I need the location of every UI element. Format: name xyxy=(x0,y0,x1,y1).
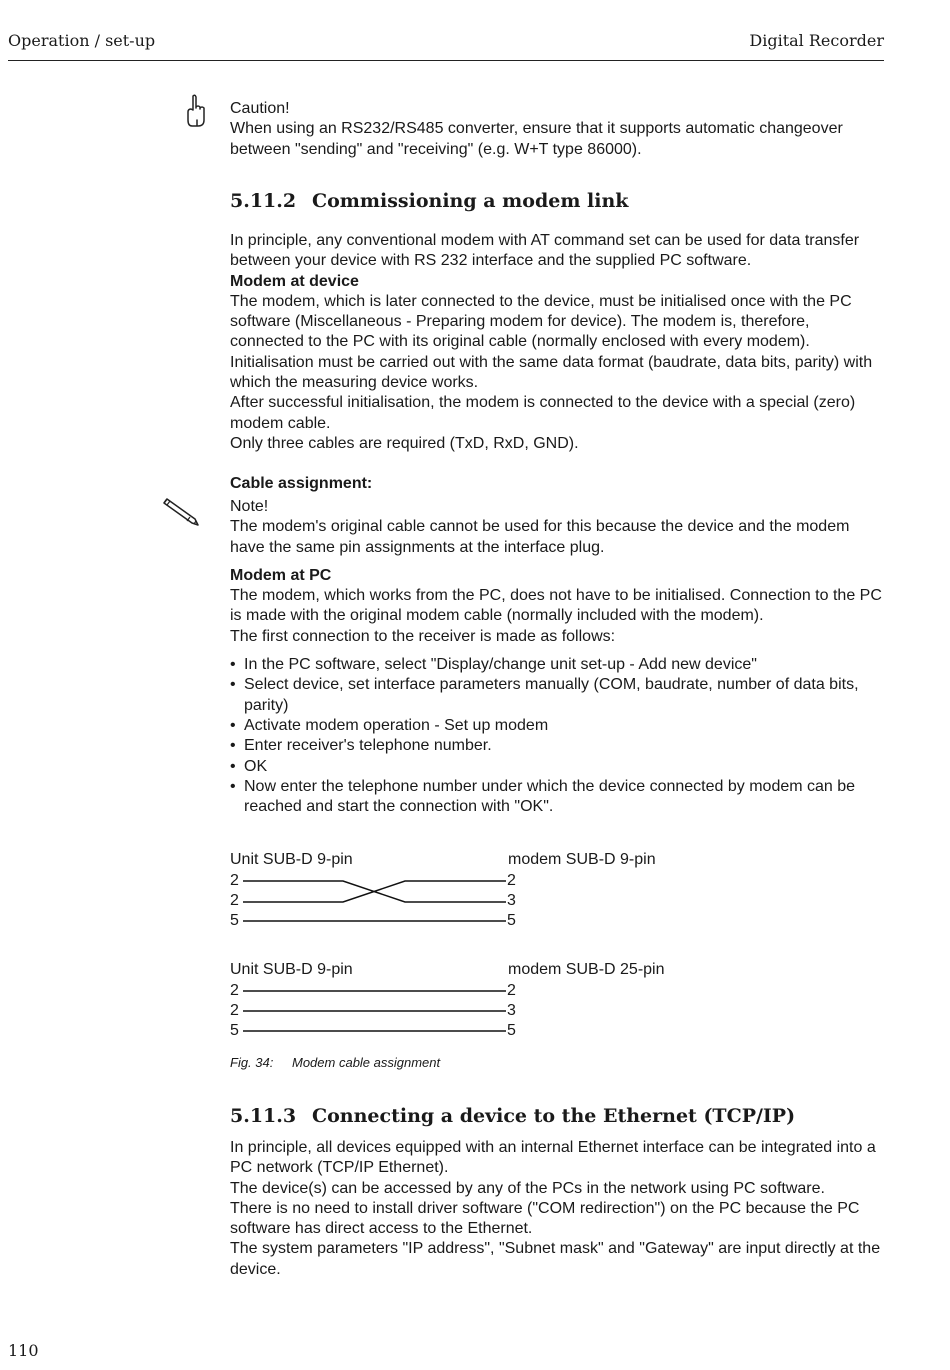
caption-label: Fig. 34: xyxy=(230,1055,274,1070)
modem-device-heading: Modem at device xyxy=(230,272,359,290)
right-pin-label: 5 xyxy=(507,912,516,929)
cable-diagram-25pin xyxy=(230,960,690,1042)
right-pin-label: 3 xyxy=(507,892,516,909)
page-number: 110 xyxy=(8,1341,39,1360)
section-heading xyxy=(230,1104,886,1128)
list-item: • OK xyxy=(230,757,886,777)
left-pin-label: 5 xyxy=(230,912,239,929)
right-pin-label: 2 xyxy=(507,982,516,999)
section-number: 5.11.2 xyxy=(230,190,297,212)
modem-pc-paragraph: The first connection to the receiver is made as follows: xyxy=(230,627,616,645)
list-item: • Activate modem operation - Set up modem xyxy=(230,716,886,736)
wire-rxd-cross xyxy=(243,881,506,902)
list-item: • Now enter the telephone number under which the device connected by modem can be reached and start the connection with "OK". xyxy=(230,777,886,818)
caution-text: When using an RS232/RS485 converter, ensure that it supports automatic changeover between "sending" and "receiving" (e.g. W+T type 86000). xyxy=(230,120,843,158)
left-pin-label: 2 xyxy=(230,872,239,889)
right-pin-label: 3 xyxy=(507,1002,516,1019)
section-number: 5.11.3 xyxy=(230,1105,297,1127)
section-title: Connecting a device to the Ethernet (TCP/IP) xyxy=(312,1105,796,1127)
cable-assignment-heading: Cable assignment: xyxy=(230,475,373,493)
header-document-title: Digital Recorder xyxy=(749,31,884,50)
right-connector-title: modem SUB-D 25-pin xyxy=(508,961,665,978)
list-item: • Enter receiver's telephone number. xyxy=(230,736,886,756)
left-pin-label: 2 xyxy=(230,1002,239,1019)
modem-pc-heading: Modem at PC xyxy=(230,566,332,584)
right-pin-label: 5 xyxy=(507,1022,516,1039)
right-connector-title: modem SUB-D 9-pin xyxy=(508,851,656,868)
left-pin-label: 5 xyxy=(230,1022,239,1039)
ethernet-paragraph: In principle, all devices equipped with an internal Ethernet interface can be integrated into a PC network (TCP/IP Ethernet). xyxy=(230,1139,876,1177)
modem-device-paragraph: The modem, which is later connected to the device, must be initialised once with the PC software (Miscellaneous - Preparing modem for device). The modem is, therefore, connected to the PC with its original cable (normally enclosed with every modem). xyxy=(230,292,852,351)
left-connector-title: Unit SUB-D 9-pin xyxy=(230,961,353,978)
note-title: Note! xyxy=(230,498,269,515)
section-title: Commissioning a modem link xyxy=(312,190,629,212)
intro-paragraph: In principle, any conventional modem with AT command set can be used for data transfer between your device with RS 232 interface and the supplied PC software. xyxy=(230,232,860,270)
header-section-title: Operation / set-up xyxy=(8,31,156,50)
ethernet-paragraph: The system parameters "IP address", "Subnet mask" and "Gateway" are input directly at the device. xyxy=(230,1240,881,1278)
left-connector-title: Unit SUB-D 9-pin xyxy=(230,851,353,868)
modem-pc-paragraph: The modem, which works from the PC, does not have to be initialised. Connection to the PC is made with the original modem cable (normally included with the modem). xyxy=(230,587,882,625)
wires xyxy=(230,960,530,1042)
modem-device-paragraph: Only three cables are required (TxD, RxD, GND). xyxy=(230,434,579,452)
right-pin-label: 2 xyxy=(507,872,516,889)
modem-device-paragraph: After successful initialisation, the modem is connected to the device with a special (zero) modem cable. xyxy=(230,394,856,432)
modem-device-paragraph: Initialisation must be carried out with the same data format (baudrate, data bits, parity) with which the measuring device works. xyxy=(230,353,873,392)
section-heading xyxy=(230,189,886,213)
list-item: • In the PC software, select "Display/change unit set-up - Add new device" xyxy=(230,655,886,675)
caption-text: Modem cable assignment xyxy=(292,1055,441,1070)
header-rule xyxy=(8,60,884,61)
pointing-hand-icon xyxy=(184,94,208,133)
list-item: • Select device, set interface parameters manually (COM, baudrate, number of data bits, parity) xyxy=(230,675,886,716)
connection-steps-list xyxy=(230,655,886,817)
ethernet-paragraph: The device(s) can be accessed by any of the PCs in the network using PC software. xyxy=(230,1179,825,1197)
note-text: The modem's original cable cannot be used for this because the device and the modem have the same pin assignments at the interface plug. xyxy=(230,518,850,556)
pencil-note-icon xyxy=(160,497,202,534)
section-5-11-2 xyxy=(230,189,886,495)
caution-block xyxy=(230,99,886,160)
caution-title: Caution! xyxy=(230,100,290,117)
left-pin-label: 2 xyxy=(230,892,239,909)
ethernet-paragraph: There is no need to install driver software ("COM redirection") on the PC because the PC software has direct access to the Ethernet. xyxy=(230,1199,860,1238)
wires xyxy=(230,850,530,932)
left-pin-label: 2 xyxy=(230,982,239,999)
cable-diagram-9pin xyxy=(230,850,690,932)
figure-caption xyxy=(230,1055,440,1070)
section-5-11-3 xyxy=(230,1104,886,1280)
note-block xyxy=(230,497,886,817)
